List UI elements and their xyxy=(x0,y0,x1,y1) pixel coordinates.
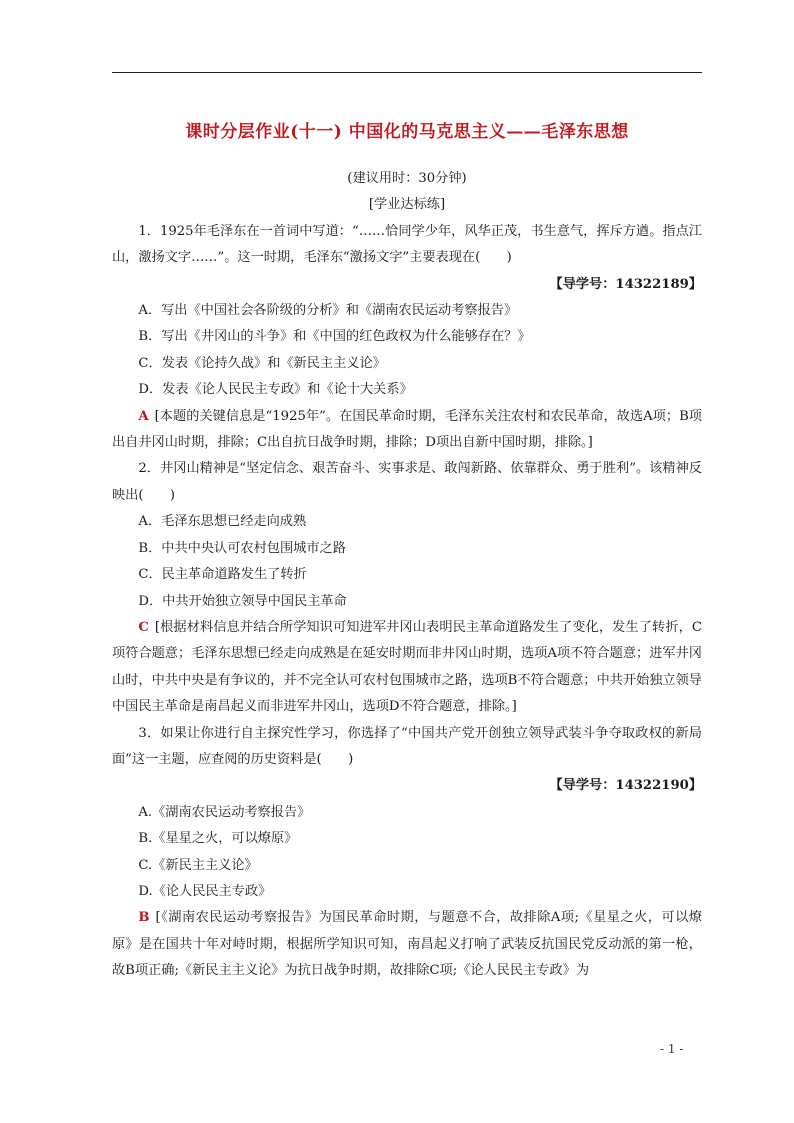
question-stem: 3．如果让你进行自主探究性学习，你选择了“中国共产党开创独立领导武装斗争夺取政权的新局面”这一主题，应查阅的历史资料是( ) xyxy=(112,725,702,767)
option-a: A．写出《中国社会各阶级的分析》和《湖南农民运动考察报告》 xyxy=(138,303,518,319)
question-stem: 1．1925年毛泽东在一首词中写道：“……恰同学少年，风华正茂，书生意气，挥斥方遒。指点江山，激扬文字……”。这一时期，毛泽东“激扬文字”主要表现在( ) xyxy=(112,223,702,266)
header-rule xyxy=(112,72,702,73)
option-d: D．中共开始独立领导中国民主革命 xyxy=(138,593,347,609)
answer-letter: B xyxy=(138,910,150,926)
option-b: B．中共中央认可农村包围城市之路 xyxy=(138,540,346,556)
page-title: 课时分层作业(十一) 中国化的马克思主义——毛泽东思想 xyxy=(185,122,629,142)
option-d: D．发表《论人民民主专政》和《论十大关系》 xyxy=(138,382,413,398)
answer-explanation xyxy=(112,615,702,721)
section-label: [学业达标练] xyxy=(368,197,446,213)
answer-letter: A xyxy=(138,408,149,424)
guide-number: 【导学号：14322189】 xyxy=(549,276,702,292)
answer-explanation xyxy=(112,905,702,984)
option-c: C．民主革命道路发生了转折 xyxy=(138,567,307,583)
option-c: C．发表《论持久战》和《新民主主义论》 xyxy=(138,355,386,371)
suggested-time: (建议用时：30分钟) xyxy=(347,171,467,186)
option-c: C.《新民主主义论》 xyxy=(138,857,258,873)
question-1 xyxy=(112,219,702,457)
explanation-text: [本题的关键信息是“1925年”。在国民革命时期，毛泽东关注农村和农民革命，故选A项；B项出自井冈山时期，排除；C出自抗日战争时期，排除；D项出自新中国时期，排除。] xyxy=(112,408,702,451)
question-stem: 2．井冈山精神是“坚定信念、艰苦奋斗、实事求是、敢闯新路、依靠群众、勇于胜利”。该精神反映出( ) xyxy=(112,461,702,503)
answer-explanation xyxy=(112,404,702,457)
page-number: - 1 - xyxy=(660,1042,684,1056)
document-body xyxy=(112,166,702,985)
question-3 xyxy=(112,721,702,985)
explanation-text: [根据材料信息并结合所学知识可知进军井冈山表明民主革命道路发生了变化，发生了转折，C项符合题意；毛泽东思想已经走向成熟是在延安时期而非井冈山时期，选项A项不符合题意；进军井冈山时，中共中央是有争议的，并不完全认可农村包围城市之路，选项B不符合题意；中共开始独立领导中国民主革命是南昌起义而非进军井冈山，选项D不符合题意，排除。] xyxy=(112,619,702,715)
option-b: B．写出《井冈山的斗争》和《中国的红色政权为什么能够存在？》 xyxy=(138,329,531,345)
option-d: D.《论人民民主专政》 xyxy=(138,883,272,899)
question-2 xyxy=(112,456,702,720)
guide-number: 【导学号：14322190】 xyxy=(549,778,702,794)
option-a: A.《湖南农民运动考察报告》 xyxy=(138,804,311,820)
option-a: A．毛泽东思想已经走向成熟 xyxy=(138,514,307,530)
answer-letter: C xyxy=(138,619,149,635)
option-b: B.《星星之火，可以燎原》 xyxy=(138,831,298,847)
explanation-text: [《湖南农民运动考察报告》为国民革命时期，与题意不合，故排除A项;《星星之火，可以燎原》是在国共十年对峙时期，根据所学知识可知，南昌起义打响了武装反抗国民党反动派的第一枪，故B项正确;《新民主主义论》为抗日战争时期，故排除C项;《论人民民主专政》为 xyxy=(112,910,702,979)
